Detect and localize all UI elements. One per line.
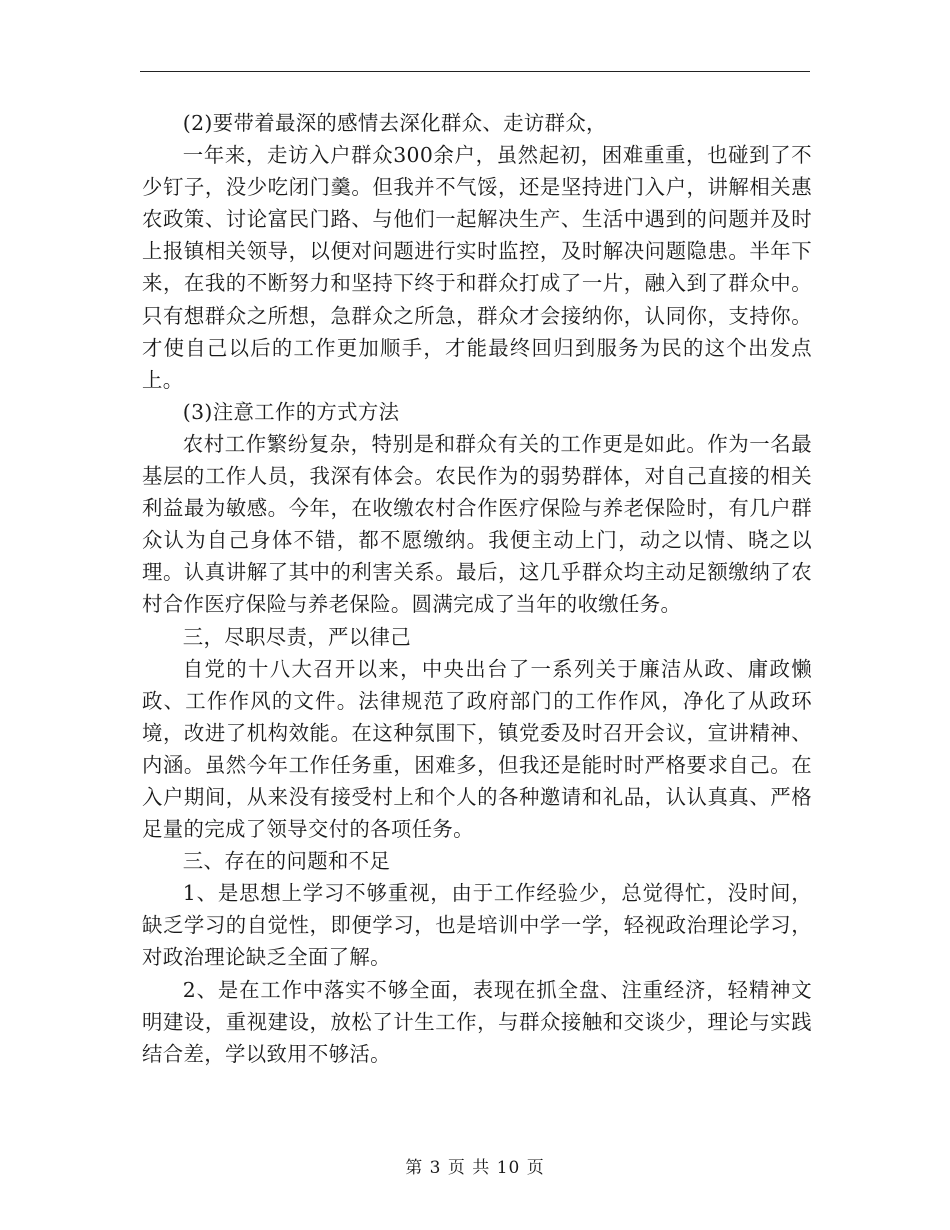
paragraph: 一年来，走访入户群众300余户，虽然起初，困难重重，也碰到了不少钉子，没少吃闭门羹。但我并不气馁，还是坚持进门入户，讲解相关惠农政策、讨论富民门路、与他们一起解决生产、生活中遇到的问题并及时上报镇相关领导，以便对问题进行实时监控，及时解决问题隐患。半年下来，在我的不断努力和坚持下终于和群众打成了一片，融入到了群众中。只有想群众之所想，急群众之所急，群众才会接纳你，认同你，支持你。才使自己以后的工作更加顺手，才能最终回归到服务为民的这个出发点上。 bbox=[142, 143, 812, 392]
footer-suffix: 页 bbox=[526, 1158, 545, 1178]
section-heading: 三、存在的问题和不足 bbox=[182, 849, 391, 874]
paragraph: 自党的十八大召开以来，中央出台了一系列关于廉洁从政、庸政懒政、工作作风的文件。法律规范了政府部门的工作作风，净化了从政环境，改进了机构效能。在这种氛围下，镇党委及时召开会议，宣讲精神、内涵。虽然今年工作任务重，困难多，但我还是能时时严格要求自己。在入户期间，从来没有接受村上和个人的各种邀请和礼品，认认真真、严格足量的完成了领导交付的各项任务。 bbox=[142, 656, 812, 842]
section-heading: 三，尽职尽责，严以律己 bbox=[182, 624, 411, 649]
header-rule bbox=[140, 71, 810, 72]
paragraph: 1、是思想上学习不够重视，由于工作经验少，总觉得忙，没时间，缺乏学习的自觉性，即便学习，也是培训中学一学，轻视政治理论学习，对政治理论缺乏全面了解。 bbox=[142, 881, 812, 970]
footer-middle: 页 共 bbox=[447, 1158, 491, 1178]
footer-current-page: 3 bbox=[429, 1158, 442, 1178]
footer-prefix: 第 bbox=[405, 1158, 424, 1178]
paragraph: 2、是在工作中落实不够全面，表现在抓全盘、注重经济，轻精神文明建设，重视建设，放松了计生工作，与群众接触和交谈少，理论与实践结合差，学以致用不够活。 bbox=[142, 977, 812, 1066]
paragraph: 农村工作繁纷复杂，特别是和群众有关的工作更是如此。作为一名最基层的工作人员，我深有体会。农民作为的弱势群体，对自己直接的相关利益最为敏感。今年，在收缴农村合作医疗保险与养老保险时，有几户群众认为自己身体不错，都不愿缴纳。我便主动上门，动之以情、晓之以理。认真讲解了其中的利害关系。最后，这几乎群众均主动足额缴纳了农村合作医疗保险与养老保险。圆满完成了当年的收缴任务。 bbox=[142, 431, 812, 617]
paragraph: (2)要带着最深的感情去深化群众、走访群众， bbox=[182, 111, 607, 135]
document-body bbox=[142, 107, 812, 1070]
footer-total-pages: 10 bbox=[496, 1158, 521, 1178]
paragraph-heading: (3)注意工作的方式方法 bbox=[182, 399, 400, 424]
page-number-footer bbox=[0, 1153, 950, 1178]
